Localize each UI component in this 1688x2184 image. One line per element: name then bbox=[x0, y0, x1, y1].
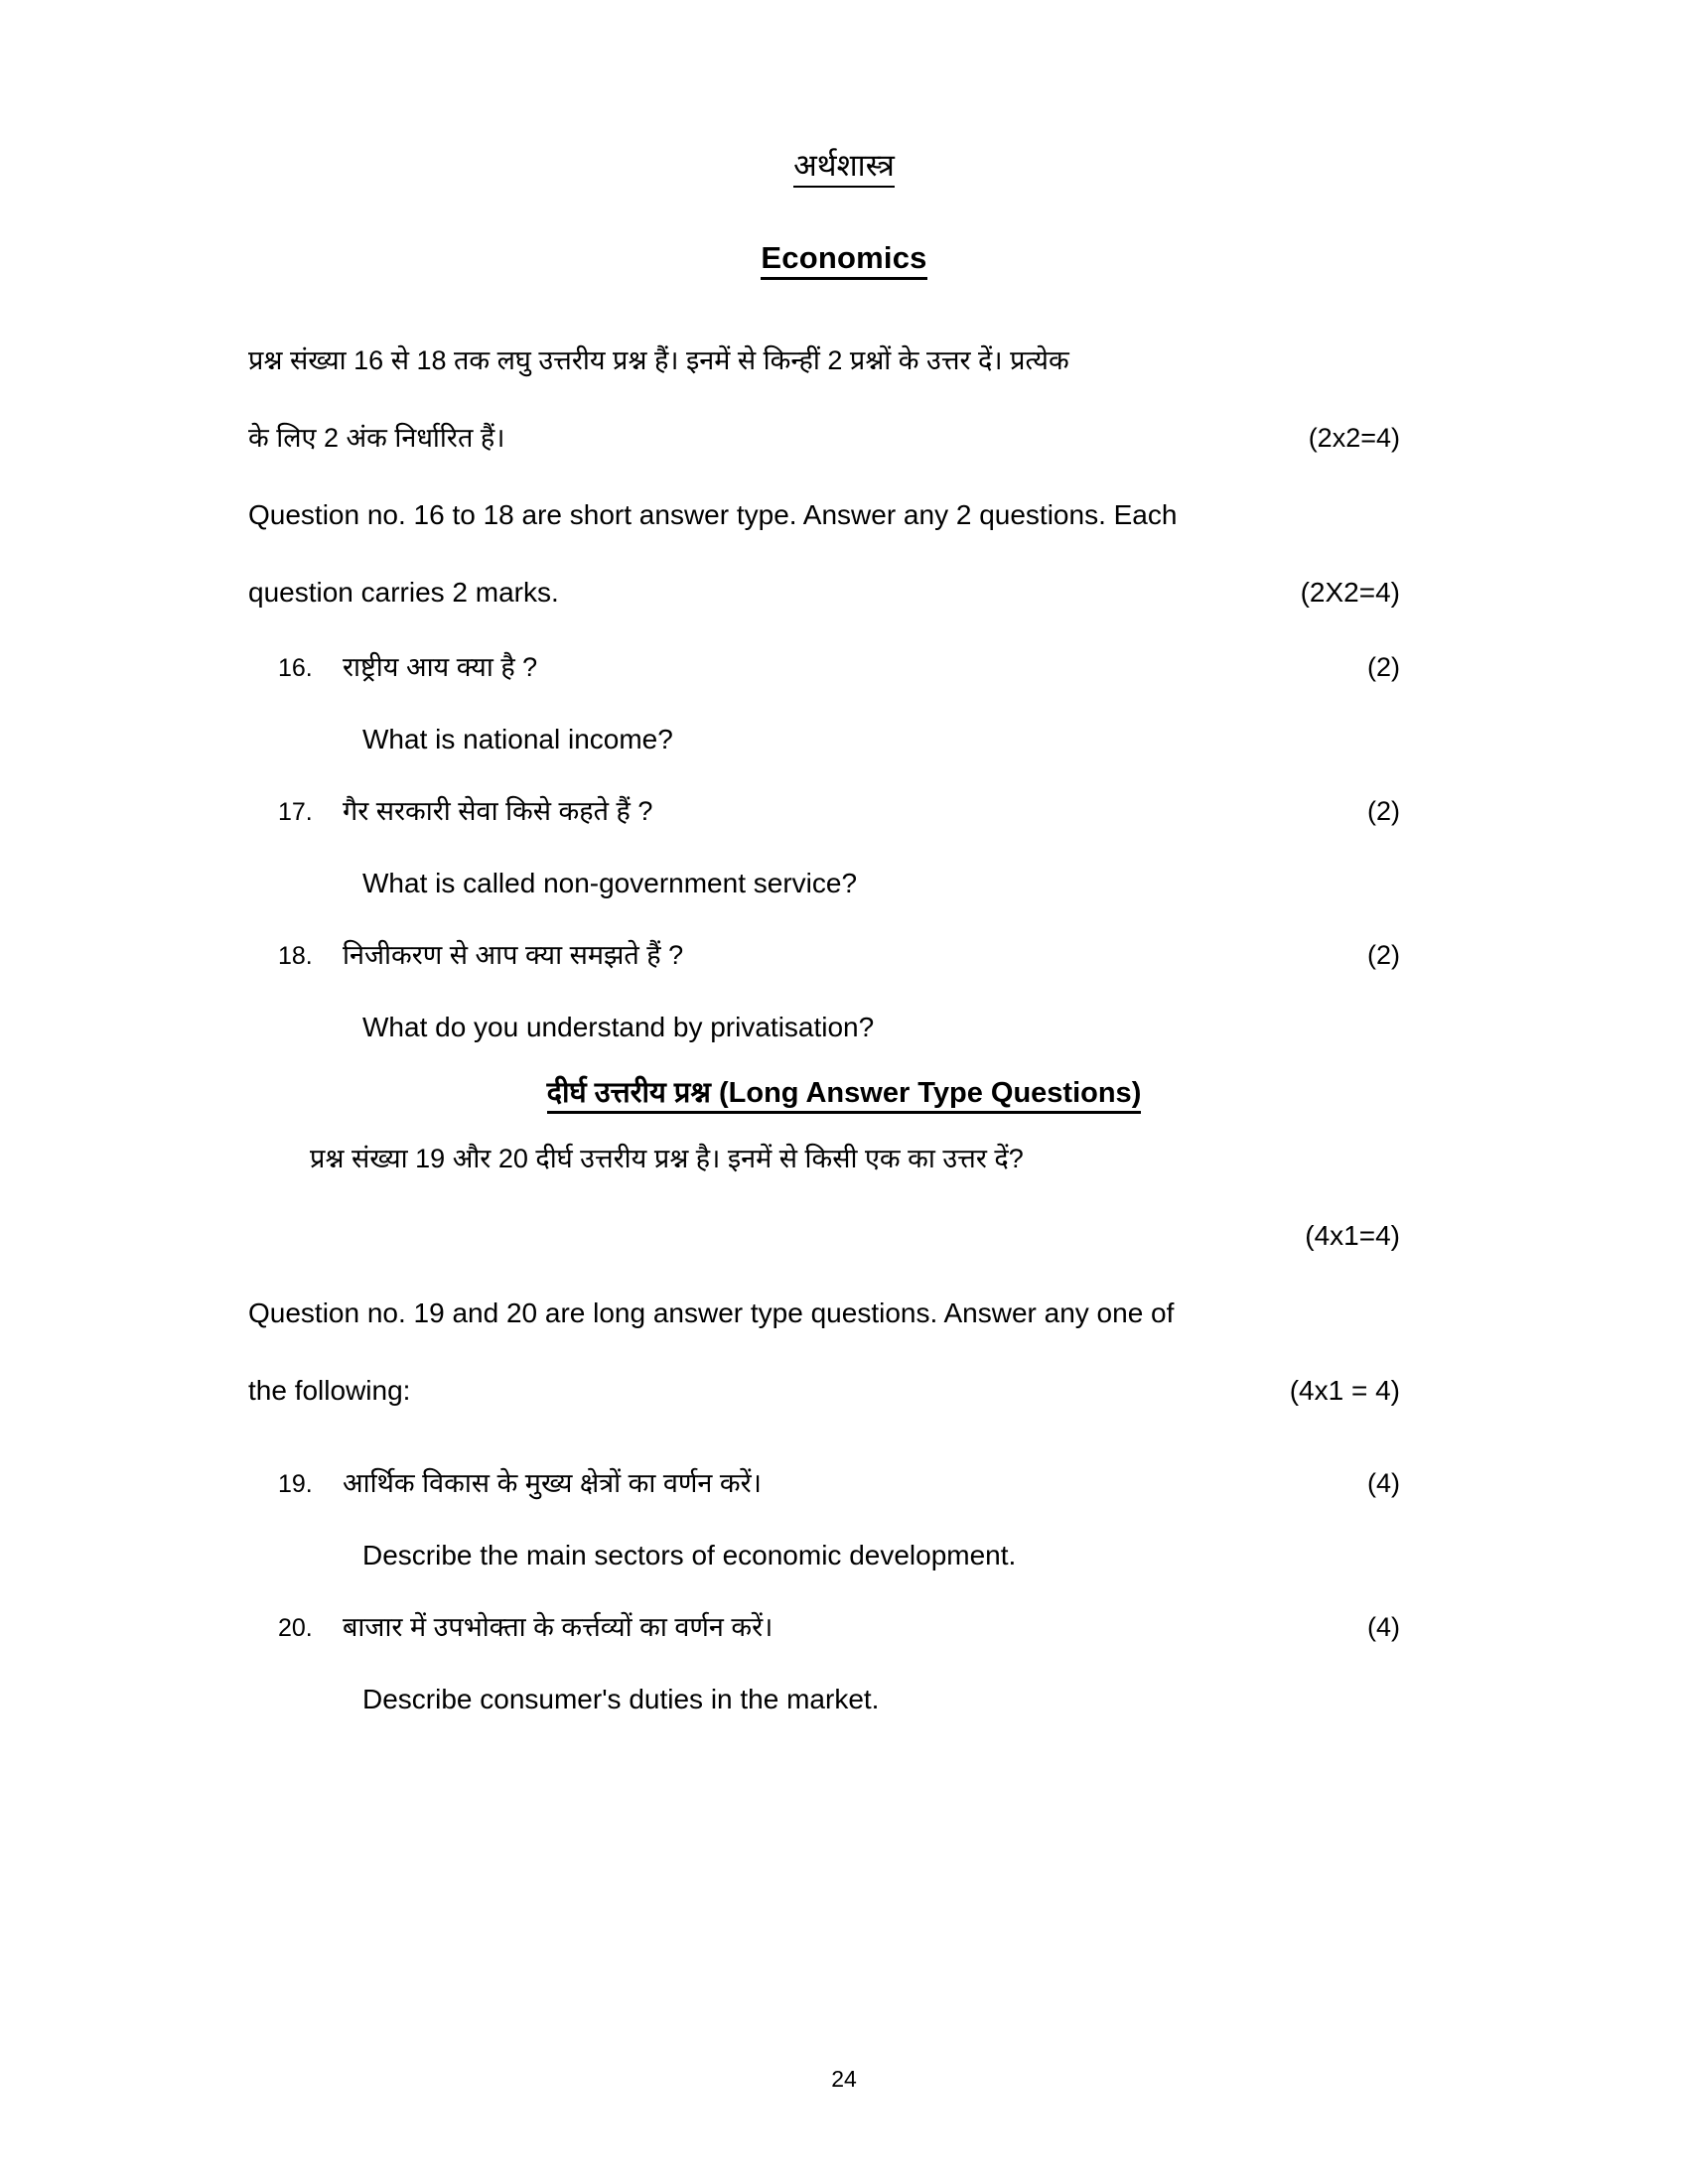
question-text-hindi-20: बाजार में उपभोक्ता के कर्त्तव्यों का वर्णन करें। bbox=[343, 1612, 774, 1643]
question-marks-20: (4) bbox=[1367, 1612, 1400, 1643]
instruction-text: प्रश्न संख्या 16 से 18 तक लघु उत्तरीय प्रश्न हैं। इनमें से किन्हीं 2 प्रश्नों के उत्तर दें। प्रत्येक bbox=[248, 345, 1069, 376]
question-text-english-19: Describe the main sectors of economic development. bbox=[362, 1540, 1017, 1571]
subject-title-hindi bbox=[248, 149, 1440, 183]
question-row-16 bbox=[248, 631, 1440, 704]
instruction-text: Question no. 16 to 18 are short answer type. Answer any 2 questions. Each bbox=[248, 499, 1178, 531]
instruction-text: Question no. 19 and 20 are long answer type questions. Answer any one of bbox=[248, 1297, 1175, 1329]
page-number: 24 bbox=[831, 2066, 857, 2092]
short-answer-marks-hindi: (2x2=4) bbox=[1308, 423, 1400, 454]
question-number-20: 20. bbox=[278, 1614, 313, 1643]
long-answer-instruction-english-line1 bbox=[248, 1275, 1440, 1352]
question-number-16: 16. bbox=[278, 654, 313, 683]
subject-title-english-text: Economics bbox=[761, 240, 926, 280]
question-number-19: 19. bbox=[278, 1470, 313, 1499]
instruction-text: question carries 2 marks. bbox=[248, 577, 559, 609]
question-row-20 bbox=[248, 1591, 1440, 1664]
long-answer-marks-hindi: (4x1=4) bbox=[1305, 1220, 1400, 1252]
question-number-18: 18. bbox=[278, 942, 313, 971]
question-text-english-16: What is national income? bbox=[362, 724, 673, 755]
question-text-english-20: Describe consumer's duties in the market. bbox=[362, 1684, 880, 1715]
long-answer-instruction-english-line2 bbox=[248, 1352, 1440, 1430]
long-answer-section-heading bbox=[248, 1077, 1440, 1110]
question-text-hindi-17: गैर सरकारी सेवा किसे कहते हैं ? bbox=[343, 796, 653, 827]
long-answer-marks-english: (4x1 = 4) bbox=[1289, 1375, 1400, 1407]
question-row-19 bbox=[248, 1447, 1440, 1520]
question-marks-17: (2) bbox=[1367, 796, 1400, 827]
subject-title-english bbox=[248, 240, 1440, 276]
question-number-17: 17. bbox=[278, 798, 313, 827]
section-spacer bbox=[248, 1430, 1440, 1447]
question-marks-19: (4) bbox=[1367, 1468, 1400, 1499]
instruction-text: प्रश्न संख्या 19 और 20 दीर्घ उत्तरीय प्रश्न है। इनमें से किसी एक का उत्तर दें? bbox=[310, 1144, 1024, 1174]
question-text-english-18: What do you understand by privatisation? bbox=[362, 1012, 875, 1043]
long-answer-instruction-hindi bbox=[248, 1120, 1440, 1197]
question-marks-18: (2) bbox=[1367, 940, 1400, 971]
question-text-hindi-18: निजीकरण से आप क्या समझते हैं ? bbox=[343, 940, 684, 971]
subject-title-hindi-text: अर्थशास्त्र bbox=[793, 148, 895, 188]
question-row-18 bbox=[248, 919, 1440, 992]
instruction-text: के लिए 2 अंक निर्धारित हैं। bbox=[248, 423, 505, 454]
question-row-17 bbox=[248, 775, 1440, 848]
question-text-hindi-16: राष्ट्रीय आय क्या है ? bbox=[343, 652, 538, 683]
instruction-text: the following: bbox=[248, 1375, 411, 1407]
short-answer-marks-english: (2X2=4) bbox=[1300, 577, 1400, 609]
short-answer-instruction-hindi-line2 bbox=[248, 399, 1440, 477]
question-marks-16: (2) bbox=[1367, 652, 1400, 683]
short-answer-instruction-hindi-line1 bbox=[248, 322, 1440, 399]
question-text-hindi-19: आर्थिक विकास के मुख्य क्षेत्रों का वर्णन करें। bbox=[343, 1468, 762, 1499]
short-answer-instruction-english-line2 bbox=[248, 554, 1440, 631]
short-answer-instruction-english-line1 bbox=[248, 477, 1440, 554]
question-text-english-17: What is called non-government service? bbox=[362, 868, 858, 899]
long-answer-section-heading-text: दीर्घ उत्तरीय प्रश्न (Long Answer Type Questions) bbox=[547, 1077, 1142, 1114]
